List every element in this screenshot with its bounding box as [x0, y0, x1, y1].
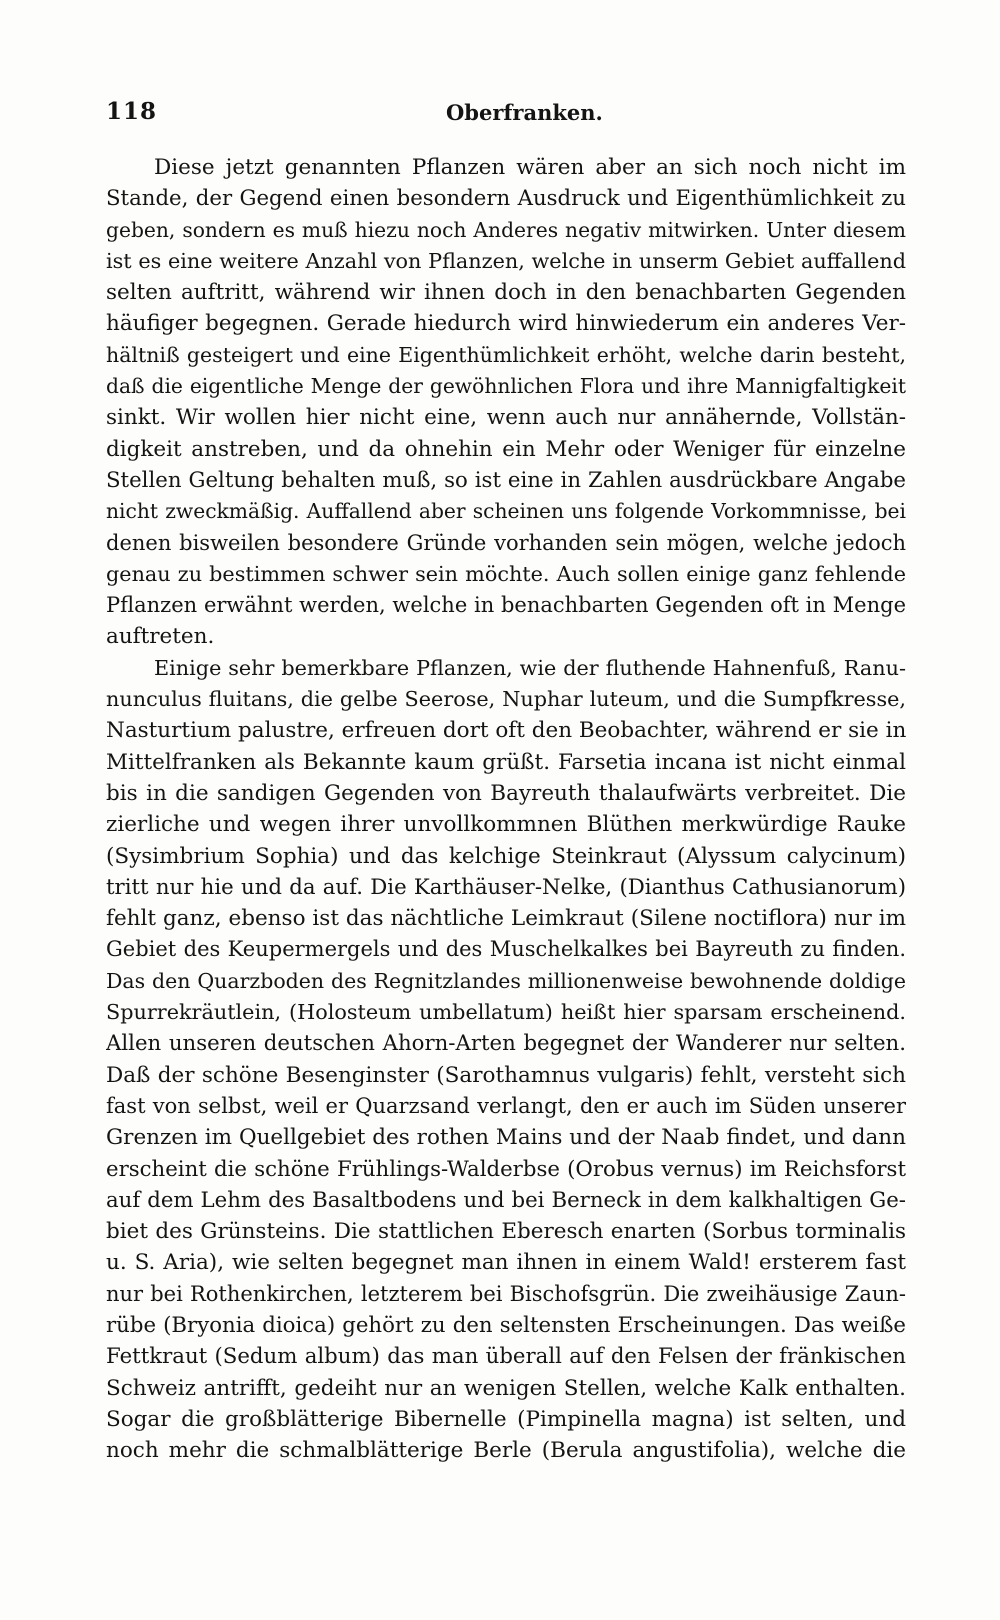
text-line: Pflanzen erwähnt werden, welche in benachbarten Gegenden oft in Menge: [106, 593, 906, 618]
text-line: Stellen Geltung behalten muß, so ist eine in Zahlen ausdrückbare Angabe: [106, 467, 906, 493]
text-line: Mittelfranken als Bekannte kaum grüßt. Farsetia incana ist nicht einmal: [106, 749, 906, 775]
text-line: Allen unseren deutschen Ahorn-Arten begegnet der Wanderer nur selten.: [106, 1031, 906, 1057]
paragraph-2: [106, 653, 906, 1467]
text-line: hältniß gesteigert und eine Eigenthümlichkeit erhöht, welche darin besteht,: [106, 342, 906, 367]
text-line: ist es eine weitere Anzahl von Pflanzen, welche in unserm Gebiet auffallend: [106, 248, 906, 273]
text-line: tritt nur hie und da auf. Die Karthäuser-Nelke, (Dianthus Cathusianorum): [106, 874, 906, 900]
text-line: genau zu bestimmen schwer sein möchte. Auch sollen einige ganz fehlende: [106, 561, 906, 586]
text-line: Gebiet des Keupermergels und des Muschelkalkes bei Bayreuth zu finden.: [106, 937, 906, 962]
text-line: sinkt. Wir wollen hier nicht eine, wenn auch nur annähernde, Vollstän-: [106, 405, 906, 431]
text-line: Stande, der Gegend einen besondern Ausdruck und Eigenthümlichkeit zu: [106, 186, 906, 212]
text-line: denen bisweilen besondere Gründe vorhanden sein mögen, welche jedoch: [106, 530, 906, 555]
text-line: selten auftritt, während wir ihnen doch in den benachbarten Gegenden: [106, 280, 906, 306]
paragraph-1: [106, 152, 906, 653]
text-line: Schweiz antrifft, gedeiht nur an wenigen Stellen, welche Kalk enthalten.: [106, 1375, 906, 1401]
text-line: Sogar die großblätterige Bibernelle (Pimpinella magna) ist selten, und: [106, 1406, 906, 1432]
text-line: Fettkraut (Sedum album) das man überall auf den Felsen der fränkischen: [106, 1344, 906, 1370]
text-line: Einige sehr bemerkbare Pflanzen, wie der fluthende Hahnenfuß, Ranu-: [154, 655, 906, 680]
text-line: noch mehr die schmalblätterige Berle (Berula angustifolia), welche die: [106, 1438, 906, 1464]
text-line: biet des Grünsteins. Die stattlichen Eberesch enarten (Sorbus torminalis: [106, 1219, 906, 1245]
text-line: nunculus fluitans, die gelbe Seerose, Nuphar luteum, und die Sumpfkresse,: [106, 687, 906, 712]
page-number: 118: [106, 98, 158, 125]
text-line: Daß der schöne Besenginster (Sarothamnus vulgaris) fehlt, versteht sich: [106, 1062, 906, 1088]
text-line: u. S. Aria), wie selten begegnet man ihnen in einem Wald! ersterem fast: [106, 1250, 906, 1276]
page-header: [106, 98, 906, 128]
text-line: Spurrekräutlein, (Holosteum umbellatum) heißt hier sparsam erscheinend.: [106, 1000, 906, 1025]
text-line: bis in die sandigen Gegenden von Bayreuth thalaufwärts verbreitet. Die: [106, 780, 906, 806]
body-text: [106, 152, 906, 1466]
text-line: digkeit anstreben, und da ohnehin ein Mehr oder Weniger für einzelne: [106, 436, 906, 462]
text-line: Diese jetzt genannten Pflanzen wären aber an sich noch nicht im: [154, 155, 906, 180]
text-line: Grenzen im Quellgebiet des rothen Mains und der Naab findet, und dann: [106, 1125, 906, 1151]
text-line: zierliche und wegen ihrer unvollkommnen Blüthen merkwürdige Rauke: [106, 812, 906, 838]
text-line: Das den Quarzboden des Regnitzlandes millionenweise bewohnende doldige: [106, 968, 906, 993]
text-line: nur bei Rothenkirchen, letzterem bei Bischofsgrün. Die zweihäusige Zaun-: [106, 1281, 906, 1306]
text-line: häufiger begegnen. Gerade hiedurch wird hinwiederum ein anderes Ver-: [106, 311, 906, 337]
running-head: Oberfranken.: [446, 100, 603, 125]
text-line: fast von selbst, weil er Quarzsand verlangt, den er auch im Süden unserer: [106, 1093, 906, 1118]
text-line: erscheint die schöne Frühlings-Walderbse (Orobus vernus) im Reichsforst: [106, 1156, 906, 1182]
text-line: (Sysimbrium Sophia) und das kelchige Steinkraut (Alyssum calycinum): [106, 843, 906, 869]
text-line: auf dem Lehm des Basaltbodens und bei Berneck in dem kalkhaltigen Ge-: [106, 1187, 906, 1213]
text-line: Nasturtium palustre, erfreuen dort oft den Beobachter, während er sie in: [106, 718, 906, 744]
text-line: geben, sondern es muß hiezu noch Anderes negativ mitwirken. Unter diesem: [106, 217, 906, 242]
text-line: fehlt ganz, ebenso ist das nächtliche Leimkraut (Silene noctiflora) nur im: [106, 906, 906, 932]
text-line: auftreten.: [106, 624, 215, 650]
text-line: rübe (Bryonia dioica) gehört zu den seltensten Erscheinungen. Das weiße: [106, 1312, 906, 1338]
text-line: daß die eigentliche Menge der gewöhnlichen Flora und ihre Mannigfaltigkeit: [106, 374, 906, 399]
text-line: nicht zweckmäßig. Auffallend aber scheinen uns folgende Vorkommnisse, bei: [106, 499, 906, 524]
